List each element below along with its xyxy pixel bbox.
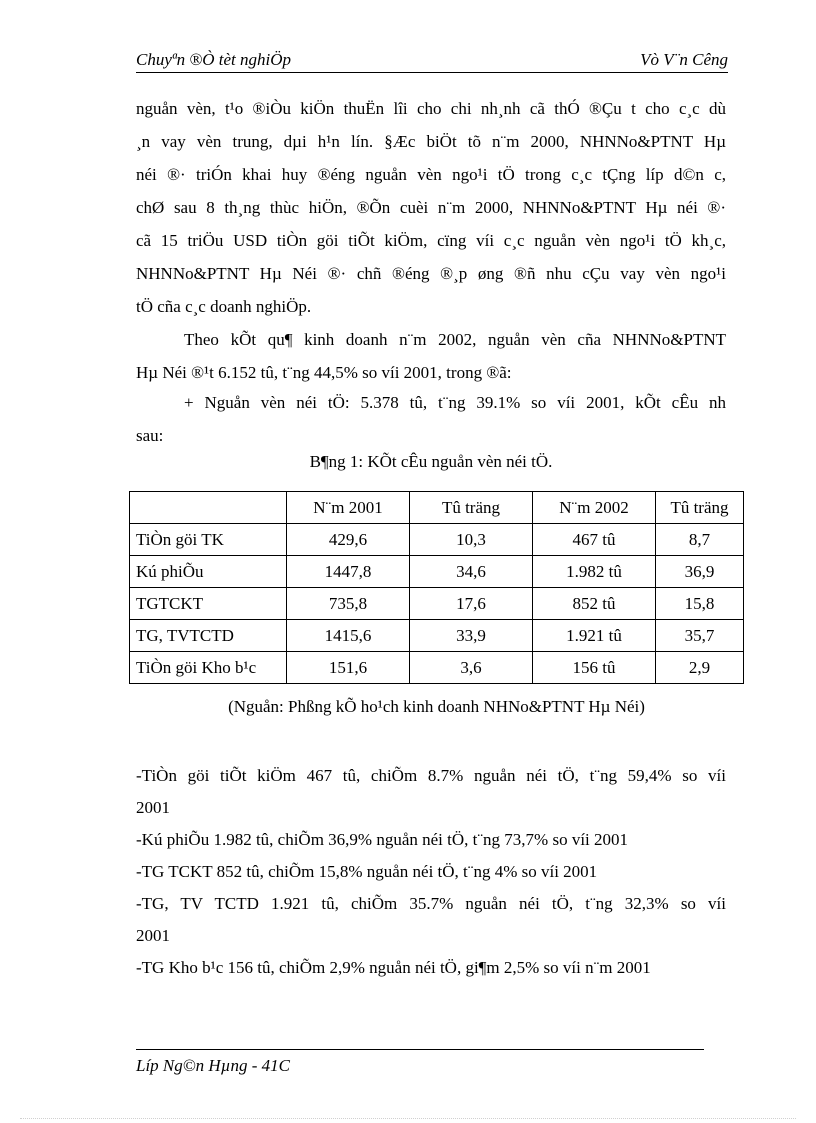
paragraph-line: chØ sau 8 th¸ng thùc hiÖn, ®Õn cuèi n¨m 2000, NHNNo&PTNT Hµ néi ®· <box>136 198 726 217</box>
table-cell: 2,9 <box>656 652 744 684</box>
header-cell: Tû träng <box>656 492 744 524</box>
table-row <box>130 620 744 652</box>
table-row <box>130 556 744 588</box>
table-caption: B¶ng 1: KÕt cÊu nguån vèn néi tÖ. <box>309 452 553 471</box>
paragraph-line: Hµ Néi ®¹t 6.152 tû, t¨ng 44,5% so víi 2001, trong ®ã: <box>136 363 512 382</box>
list-item: -TG, TV TCTD 1.921 tû, chiÕm 35.7% nguån néi tÖ, t¨ng 32,3% so víi <box>136 894 726 913</box>
header-author: Vò V¨n Cêng <box>640 50 728 69</box>
table-cell: 33,9 <box>410 620 533 652</box>
table-row <box>130 652 744 684</box>
table-cell: 852 tû <box>533 588 656 620</box>
table-cell: 3,6 <box>410 652 533 684</box>
capital-structure-table <box>129 491 744 684</box>
table-cell: 10,3 <box>410 524 533 556</box>
table-row <box>130 524 744 556</box>
table-cell: 17,6 <box>410 588 533 620</box>
row-label: TiÒn göi Kho b¹c <box>130 652 287 684</box>
header-cell: Tû träng <box>410 492 533 524</box>
table-cell: 1.921 tû <box>533 620 656 652</box>
table-cell: 8,7 <box>656 524 744 556</box>
header-cell: N¨m 2002 <box>533 492 656 524</box>
table-header-row <box>130 492 744 524</box>
page-header <box>136 48 728 73</box>
list-item: -TG TCKT 852 tû, chiÕm 15,8% nguån néi tÖ, t¨ng 4% so víi 2001 <box>136 862 598 881</box>
paragraph-line: néi ®· triÓn khai huy ®éng nguån vèn ngo¹i tÖ trong c¸c tÇng líp d©n c, <box>136 165 726 184</box>
paragraph-local-currency <box>136 386 726 452</box>
table-cell: 735,8 <box>287 588 410 620</box>
table-cell: 151,6 <box>287 652 410 684</box>
header-title: Chuyªn ®Ò tèt nghiÖp <box>136 50 292 69</box>
table-cell: 15,8 <box>656 588 744 620</box>
paragraph-line: nguån vèn, t¹o ®iÒu kiÖn thuËn lîi cho chi nh¸nh cã thÓ ®Çu t cho c¸c dù <box>136 99 726 118</box>
row-label: TiÒn göi TK <box>130 524 287 556</box>
page-footer: Líp Ng©n Hµng - 41C <box>136 1056 291 1075</box>
paragraph-line: cã 15 triÖu USD tiÒn göi tiÕt kiÖm, cïng víi c¸c nguån vèn ngo¹i tÖ kh¸c, <box>136 231 726 250</box>
header-cell: N¨m 2001 <box>287 492 410 524</box>
list-item: -TiÒn göi tiÕt kiÖm 467 tû, chiÕm 8.7% nguån néi tÖ, t¨ng 59,4% so víi <box>136 766 726 785</box>
list-item: -TG Kho b¹c 156 tû, chiÕm 2,9% nguån néi tÖ, gi¶m 2,5% so víi n¨m 2001 <box>136 958 651 977</box>
header-cell <box>130 492 287 524</box>
table-cell: 35,7 <box>656 620 744 652</box>
table-row <box>130 588 744 620</box>
row-label: TGTCKT <box>130 588 287 620</box>
row-label: Kú phiÕu <box>130 556 287 588</box>
list-item: -Kú phiÕu 1.982 tû, chiÕm 36,9% nguån néi tÖ, t¨ng 73,7% so víi 2001 <box>136 830 629 849</box>
footer-divider <box>136 1049 704 1050</box>
paragraph-business-results <box>136 323 726 389</box>
list-item-continuation: 2001 <box>136 798 170 817</box>
table-cell: 1415,6 <box>287 620 410 652</box>
paragraph-line: + Nguån vèn néi tÖ: 5.378 tû, t¨ng 39.1% so víi 2001, kÕt cÊu nh <box>184 393 726 412</box>
paragraph-line: Theo kÕt qu¶ kinh doanh n¨m 2002, nguån vèn cña NHNNo&PTNT <box>184 330 726 349</box>
paragraph-line: sau: <box>136 426 164 445</box>
table-source-note: (Nguån: Phßng kÕ ho¹ch kinh doanh NHNo&PTNT Hµ Néi) <box>228 697 645 716</box>
table-cell: 36,9 <box>656 556 744 588</box>
capital-breakdown-list <box>136 760 726 984</box>
list-item-continuation: 2001 <box>136 926 170 945</box>
page-edge-divider <box>20 1118 796 1119</box>
table-cell: 429,6 <box>287 524 410 556</box>
row-label: TG, TVTCTD <box>130 620 287 652</box>
table-cell: 1447,8 <box>287 556 410 588</box>
paragraph-line: ¸n vay vèn trung, dµi h¹n lín. §Æc biÖt tõ n¨m 2000, NHNNo&PTNT Hµ <box>136 132 726 151</box>
paragraph-capital-mobilization <box>136 92 726 323</box>
table-cell: 467 tû <box>533 524 656 556</box>
table-cell: 34,6 <box>410 556 533 588</box>
table-cell: 1.982 tû <box>533 556 656 588</box>
table-cell: 156 tû <box>533 652 656 684</box>
paragraph-line: tÖ cña c¸c doanh nghiÖp. <box>136 297 312 316</box>
paragraph-line: NHNNo&PTNT Hµ Néi ®· chñ ®éng ®¸p øng ®ñ nhu cÇu vay vèn ngo¹i <box>136 264 726 283</box>
